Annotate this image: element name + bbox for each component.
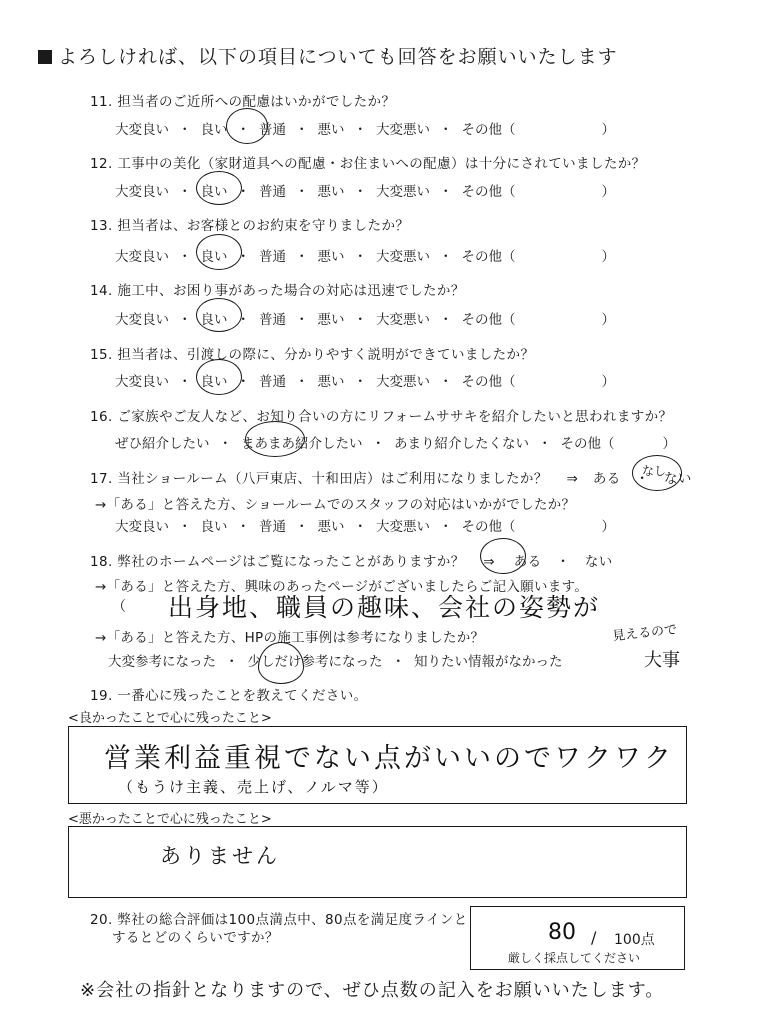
handwritten-q18-answer: 出身地、職員の趣味、会社の姿勢が bbox=[168, 593, 601, 622]
q14-options: 大変良い ・ 良い ・ 普通 ・ 悪い ・ 大変悪い ・ その他（ ） bbox=[115, 308, 615, 328]
opt-good[interactable]: 良い bbox=[200, 122, 228, 138]
question-18: 18. 弊社のホームページはご覧になったことがありますか？ ⇒ ある ・ ない bbox=[90, 554, 613, 570]
answer-circle-q18-hp bbox=[258, 642, 304, 684]
opt-other[interactable]: その他（ bbox=[461, 519, 516, 535]
q17-followup: →「ある」と答えた方、ショールームでのスタッフの対応はいかがでしたか？ bbox=[95, 497, 576, 513]
handwritten-score: 80 bbox=[548, 920, 576, 945]
handwritten-bad-comment: ありません bbox=[160, 844, 280, 868]
answer-circle-q17 bbox=[632, 455, 682, 491]
opt-very-bad[interactable]: 大変悪い bbox=[376, 519, 430, 535]
opt-very-bad[interactable]: 大変悪い bbox=[376, 249, 430, 265]
opt-yes[interactable]: ある bbox=[592, 471, 621, 487]
opt-good[interactable]: 良い bbox=[200, 249, 228, 265]
opt-other[interactable]: その他（ bbox=[461, 184, 516, 200]
q18-followup-2: →「ある」と答えた方、HPの施工事例は参考になりましたか？ bbox=[95, 630, 485, 646]
opt-somewhat-recommend[interactable]: まあまあ紹介したい bbox=[241, 436, 363, 452]
answer-circle-q12 bbox=[196, 171, 242, 205]
question-17: 17. 当社ショールーム（八戸東店、十和田店）はご利用になりましたか？ ⇒ ある ・ ない bbox=[90, 471, 692, 487]
score-note: 厳しく採点してください bbox=[508, 951, 641, 965]
opt-bad[interactable]: 悪い bbox=[317, 374, 345, 390]
handwritten-q17: なし bbox=[642, 464, 667, 478]
question-19: 19. 一番心に残ったことを教えてください。 bbox=[90, 688, 368, 704]
answer-circle-q11 bbox=[226, 108, 268, 144]
opt-other[interactable]: その他（ bbox=[560, 436, 615, 452]
q11-options: 大変良い ・ 良い ・ 普通 ・ 悪い ・ 大変悪い ・ その他（ ） bbox=[115, 118, 615, 138]
q18-followup-1: →「ある」と答えた方、興味のあったページがございましたらご記入願います。 bbox=[95, 579, 589, 595]
opt-good[interactable]: 良い bbox=[200, 519, 228, 535]
handwritten-good-comment-2: （もうけ主義、売上げ、ノルマ等） bbox=[118, 778, 389, 796]
opt-good[interactable]: 良い bbox=[200, 184, 228, 200]
handwritten-good-comment: 営業利益重視でない点がいいのでワクワク bbox=[104, 743, 674, 774]
q15-options: 大変良い ・ 良い ・ 普通 ・ 悪い ・ 大変悪い ・ その他（ ） bbox=[115, 370, 615, 390]
page-heading: よろしければ、以下の項目についても回答をお願いいたします bbox=[38, 42, 618, 69]
opt-other[interactable]: その他（ bbox=[461, 122, 516, 138]
question-12: 12. 工事中の美化（家財道具への配慮・お住まいへの配慮）は十分にされていましたか？ bbox=[90, 156, 646, 172]
opt-bad[interactable]: 悪い bbox=[317, 122, 345, 138]
opt-bad[interactable]: 悪い bbox=[317, 184, 345, 200]
question-20-line-2: するとどのくらいですか？ bbox=[112, 930, 279, 946]
score-slash: / bbox=[591, 928, 597, 947]
score-max: 100点 bbox=[614, 932, 655, 948]
opt-no-info[interactable]: 知りたい情報がなかった bbox=[414, 654, 563, 670]
opt-other[interactable]: その他（ bbox=[461, 312, 516, 328]
opt-very-good[interactable]: 大変良い bbox=[115, 184, 169, 200]
opt-no[interactable]: ない bbox=[663, 471, 692, 487]
opt-normal[interactable]: 普通 bbox=[259, 249, 286, 265]
opt-no[interactable]: ない bbox=[584, 554, 613, 570]
opt-bad[interactable]: 悪い bbox=[317, 519, 345, 535]
opt-very-bad[interactable]: 大変悪い bbox=[376, 374, 430, 390]
opt-bad[interactable]: 悪い bbox=[317, 312, 345, 328]
opt-definitely-recommend[interactable]: ぜひ紹介したい bbox=[115, 436, 210, 452]
answer-circle-q13 bbox=[196, 234, 242, 270]
opt-very-bad[interactable]: 大変悪い bbox=[376, 184, 430, 200]
opt-normal[interactable]: 普通 bbox=[259, 519, 286, 535]
handwritten-q18-note-1: 見えるので bbox=[611, 622, 678, 645]
q18-hp-options: 大変参考になった ・ 少しだけ参考になった ・ 知りたい情報がなかった bbox=[108, 650, 563, 670]
opt-normal[interactable]: 普通 bbox=[259, 184, 286, 200]
opt-bad[interactable]: 悪い bbox=[317, 249, 345, 265]
square-bullet-icon bbox=[38, 50, 52, 64]
opt-very-good[interactable]: 大変良い bbox=[115, 122, 169, 138]
opt-normal[interactable]: 普通 bbox=[259, 374, 286, 390]
opt-normal[interactable]: 普通 bbox=[259, 312, 286, 328]
question-15: 15. 担当者は、引渡しの際に、分かりやすく説明ができていましたか？ bbox=[90, 347, 535, 363]
q12-options: 大変良い ・ 良い ・ 普通 ・ 悪い ・ 大変悪い ・ その他（ ） bbox=[115, 180, 615, 200]
handwritten-q18-note-2: 大事 bbox=[644, 650, 680, 671]
opt-other[interactable]: その他（ bbox=[461, 374, 516, 390]
opt-very-good[interactable]: 大変良い bbox=[115, 249, 169, 265]
answer-circle-q18 bbox=[480, 538, 526, 574]
question-14: 14. 施工中、お困り事があった場合の対応は迅速でしたか？ bbox=[90, 283, 465, 299]
opt-very-bad[interactable]: 大変悪い bbox=[376, 122, 430, 138]
q17-options: 大変良い ・ 良い ・ 普通 ・ 悪い ・ 大変悪い ・ その他（ ） bbox=[115, 515, 615, 535]
question-20-line-1: 20. 弊社の総合評価は100点満点中、80点を満足度ラインと bbox=[90, 912, 468, 928]
opt-very-good[interactable]: 大変良い bbox=[115, 519, 169, 535]
opt-very-bad[interactable]: 大変悪い bbox=[376, 312, 430, 328]
answer-circle-q14 bbox=[196, 298, 242, 332]
opt-good[interactable]: 良い bbox=[200, 312, 228, 328]
opt-slightly-helpful[interactable]: 少しだけ参考になった bbox=[247, 654, 383, 670]
opt-good[interactable]: 良い bbox=[200, 374, 228, 390]
answer-circle-q16 bbox=[245, 421, 305, 457]
answer-circle-q15 bbox=[196, 359, 242, 395]
q16-options: ぜひ紹介したい ・ まあまあ紹介したい ・ あまり紹介したくない ・ その他（ ） bbox=[115, 432, 676, 452]
opt-very-good[interactable]: 大変良い bbox=[115, 374, 169, 390]
question-16: 16. ご家族やご友人など、お知り合いの方にリフォームササキを紹介したいと思われますか？ bbox=[90, 409, 673, 425]
footer-note: ※会社の指針となりますので、ぜひ点数の記入をお願いいたします。 bbox=[80, 980, 665, 1001]
opt-yes[interactable]: ある bbox=[513, 554, 542, 570]
opt-not-much-recommend[interactable]: あまり紹介したくない bbox=[394, 436, 529, 452]
good-label: <良かったことで心に残ったこと> bbox=[68, 711, 272, 726]
question-13: 13. 担当者は、お客様とのお約束を守りましたか？ bbox=[90, 218, 410, 234]
opt-other[interactable]: その他（ bbox=[461, 249, 516, 265]
bad-label: <悪かったことで心に残ったこと> bbox=[68, 812, 272, 827]
opt-normal[interactable]: 普通 bbox=[259, 122, 286, 138]
opt-very-good[interactable]: 大変良い bbox=[115, 312, 169, 328]
opt-very-helpful[interactable]: 大変参考になった bbox=[108, 654, 216, 670]
q13-options: 大変良い ・ 良い ・ 普通 ・ 悪い ・ 大変悪い ・ その他（ ） bbox=[115, 245, 615, 265]
question-11: 11. 担当者のご近所への配慮はいかがでしたか？ bbox=[90, 94, 396, 110]
